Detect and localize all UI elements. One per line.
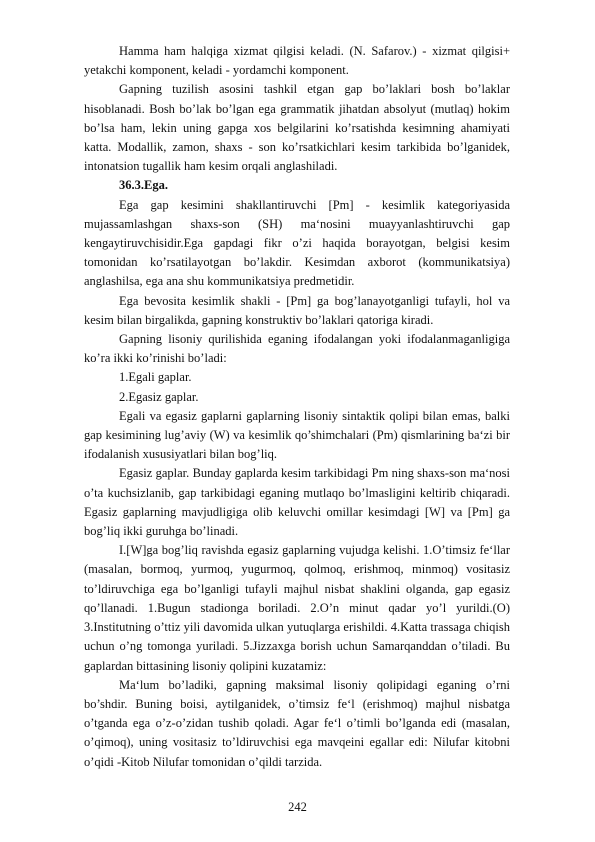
- paragraph-7: Egasiz gaplar. Bunday gaplarda kesim tarkibidagi Pm ning shaxs-son ma‘nosi o’ta kuchsizlanib, gap tarkibidagi eganing mutlaqo bo’lmasligini keltirib chiqaradi. Egasiz gaplarning mavjudligiga olib keluvchi omillar kesimdagi [W] va [Pm] ga bog’liq ikki guruhga bo’linadi.: [84, 466, 510, 539]
- paragraph-3: Ega gap kesimini shakllantiruvchi [Pm] - kesimlik kategoriyasida mujassamlashgan shaxs-son (SH) ma‘nosini muayyanlashtiruvchi gap kengaytiruvchisidir.Ega gapdagi fikr o’zi haqida borayotgan, belgisi kesim tomonidan ko’rsatilayotgan bo’lakdir. Kesimdan axborot (kommunikatsiya) anglashilsa, ega ana shu kommunikatsiya predmetidir.: [84, 197, 510, 289]
- document-body: [84, 42, 510, 772]
- paragraph-8: I.[W]ga bog’liq ravishda egasiz gaplarning vujudga kelishi. 1.O’timsiz fe‘llar (masalan, bormoq, yurmoq, yugurmoq, qolmoq, erishmoq, minmoq) vositasiz to’ldiruvchiga ega bo’lganligi tufayli majhul nisbat shaklini olganda, gap egasiz qo’llanadi. 1.Bugun stadionga boriladi. 2.O’n minut qadar yo’l yurildi.(O) 3.Institutning o’ttiz yili davomida ulkan yutuqlarga erishildi. 4.Katta trassaga chiqish uchun o’ng tomonga yuriladi. 5.Jizzaxga borish uchun Samarqanddan o’tiladi. Bu gaplardan bittasining lisoniy qolipini kuzatamiz:: [84, 543, 510, 673]
- paragraph-6: Egali va egasiz gaplarni gaplarning lisoniy sintaktik qolipi bilan emas, balki gap kesimining lug’aviy (W) va kesimlik qo’shimchalari (Pm) qismlarining ba‘zi bir ifodalanish xususiyatlari bilan bog’liq.: [84, 408, 510, 462]
- paragraph-1: Hamma ham halqiga xizmat qilgisi keladi. (N. Safarov.) - xizmat qilgisi+ yetakchi komponent, keladi - yordamchi komponent.: [84, 44, 510, 78]
- list-item-1: 1.Egali gaplar.: [119, 370, 192, 385]
- paragraph-2: Gapning tuzilish asosini tashkil etgan gap bo’laklari bosh bo’laklar hisoblanadi. Bosh bo’lak bo’lgan ega grammatik jihatdan absolyut (mutlaq) hokim bo’lsa ham, lekin uning gapga xos belgilarini ko’rsatishda kesimning ahamiyati katta. Modallik, zamon, shaxs - son ko’rsatkichlari kesim tarkibida bo’lganidek, intonatsion tugallik ham kesim orqali anglashiladi.: [84, 82, 510, 174]
- paragraph-4: Ega bevosita kesimlik shakli - [Pm] ga bog’lanayotganligi tufayli, hol va kesim bilan birgalikda, gapning konstruktiv bo’laklari qatoriga kiradi.: [84, 293, 510, 327]
- list-item-2: 2.Egasiz gaplar.: [119, 389, 199, 404]
- paragraph-9: Ma‘lum bo’ladiki, gapning maksimal lisoniy qolipidagi eganing o’rni bo’shdir. Buning boisi, aytilganidek, o’timsiz fe‘l (erishmoq) majhul nisbatga o’tganda ega o’z-o’zidan tushib qoladi. Agar fe‘l o’timli bo’lganda edi (masalan, o’qimoq), uning vositasiz to’ldiruvchisi ega mavqeini egallar edi: Nilufar kitobni o’qidi -Kitob Nilufar tomonidan o’qildi tarzida.: [84, 677, 510, 769]
- section-heading: 36.3.Ega.: [119, 178, 168, 193]
- page-number: 242: [288, 800, 307, 814]
- paragraph-5: Gapning lisoniy qurilishida eganing ifodalangan yoki ifodalanmaganligiga ko’ra ikki ko’rinishi bo’ladi:: [84, 332, 510, 366]
